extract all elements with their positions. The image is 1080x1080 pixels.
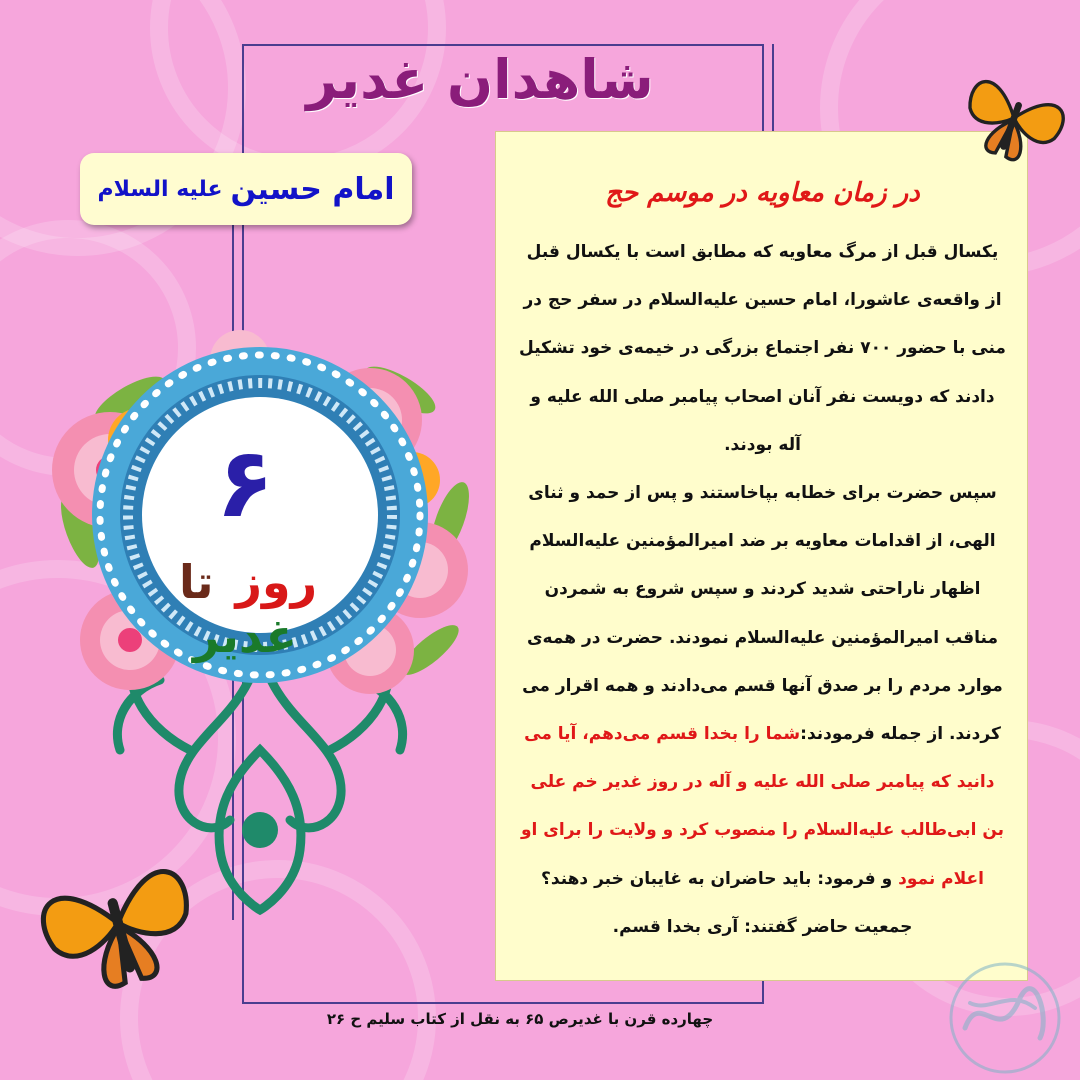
- days-word-till: تا: [178, 555, 214, 609]
- text-panel: [495, 131, 1028, 981]
- imam-suffix: علیه السلام: [97, 176, 223, 202]
- ornament-knot: [242, 812, 278, 848]
- days-label: [135, 555, 355, 663]
- frame-border-right: [772, 44, 774, 134]
- paragraph-3: جمعیت حاضر گفتند: آری بخدا قسم.: [612, 916, 913, 937]
- imam-name: امام حسین: [230, 171, 395, 207]
- butterfly-icon: [958, 62, 1070, 174]
- source-citation: چهارده قرن با غدیرص ۶۵ به نقل از کتاب سلیم ح ۲۶: [326, 1010, 714, 1028]
- highlighted-quote: شما را بخدا قسم می‌دهم، آیا می دانید که پیامبر صلی الله علیه و آله در روز غدیر خم علی بن ابی‌طالب علیه‌السلام را منصوب کرد و ولایت را برای او اعلام نمود: [520, 724, 1005, 889]
- butterfly-icon: [28, 838, 208, 1008]
- days-word-ghadir: غدیر: [193, 609, 297, 663]
- days-count: ۶: [215, 427, 275, 539]
- panel-heading: در زمان معاویه در موسم حج: [605, 178, 920, 208]
- paragraph-2-intro: سپس حضرت برای خطابه بپاخاستند و پس از حمد و ثنای الهی، از اقدامات معاویه بر ضد امیرالمؤمنین علیه‌السلام اظهار ناراحتی شدید کردند و سپس شروع به شمردن مناقب امیرالمؤمنین علیه‌السلام نمودند. حضرت در همه‌ی موارد مردم را بر صدق آنها قسم می‌دادند و همه اقرار می کردند. از جمله فرمودند:: [522, 483, 1003, 745]
- narrative-text: [518, 228, 1007, 951]
- page-title: شاهدان غدیر: [306, 48, 654, 111]
- paragraph-1: یکسال قبل از مرگ معاویه که مطابق است با یکسال قبل از واقعه‌ی عاشورا، امام حسین علیه‌السلام در سفر حج در منی با حضور ۷۰۰ نفر اجتماع بزرگی در خیمه‌ی خود تشکیل دادند که دویست نفر آنان اصحاب پیامبر صلی الله علیه و آله بودند.: [519, 242, 1006, 455]
- calligraphy-logo: [940, 958, 1070, 1076]
- paragraph-2-end: و فرمود: باید حاضران به غایبان خبر دهند؟: [541, 868, 899, 889]
- days-word-day: روز: [235, 555, 318, 609]
- imam-badge: [80, 153, 412, 225]
